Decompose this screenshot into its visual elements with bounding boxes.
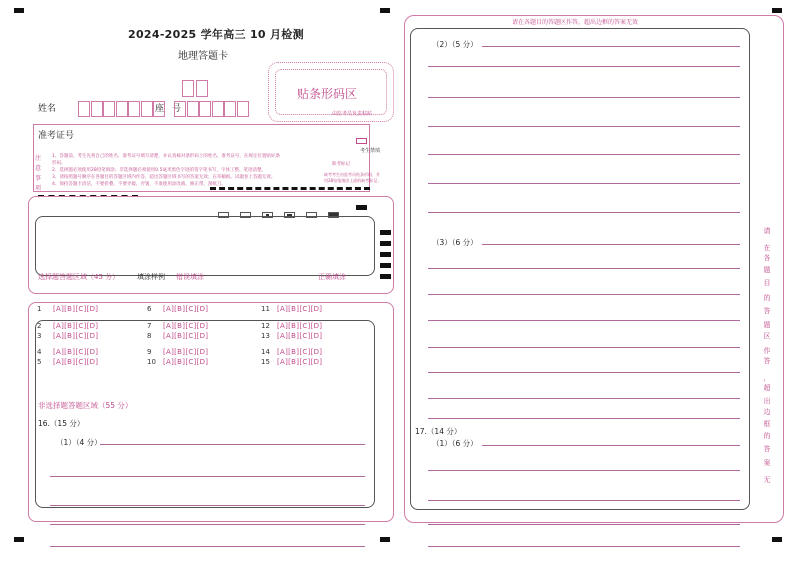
absent-label: 缺考标记 (332, 162, 350, 167)
attention-item: 2、选择题必须使用2B铅笔填涂；非选择题必须使用0.5毫米黑色字迹的签字笔书写，字体工整、笔迹清楚。 (52, 168, 266, 173)
attention-item: 1、答题前，考生先将自己的姓名、准考证号填写清楚，并认真核对条形码上的姓名、准考证号，在规定位置贴好条形码。 (52, 154, 280, 166)
answer-line[interactable] (50, 505, 365, 506)
exam-title: 2024-2025 学年高三 10 月检测 (128, 28, 304, 41)
answer-line[interactable] (428, 372, 740, 373)
side-note-char: 请 (763, 227, 771, 235)
mc-row[interactable]: 10 [A][B][C][D] (147, 358, 209, 366)
timing-mark (380, 274, 391, 279)
answer-line[interactable] (428, 320, 740, 321)
answer-line[interactable] (428, 183, 740, 184)
answer-line[interactable] (428, 126, 740, 127)
side-note-char: 边 (763, 408, 771, 416)
absent-title: 考生禁填 (360, 148, 381, 154)
side-note-char: 的 (763, 294, 771, 302)
side-note-char: 题 (763, 266, 771, 274)
mc-row[interactable]: 7 [A][B][C][D] (147, 322, 209, 330)
wrong-fill-label: 错误填涂 (176, 273, 204, 281)
answer-line[interactable] (482, 46, 740, 47)
small-box (182, 80, 194, 97)
small-box (196, 80, 208, 97)
barcode-area (268, 62, 394, 122)
name-cells[interactable] (78, 101, 166, 117)
side-note-char: 答 (763, 357, 771, 365)
q16-2-label: （2）（5 分） (432, 40, 478, 49)
answer-line[interactable] (482, 445, 740, 446)
registration-mark (772, 8, 782, 13)
q16-label: 16.（15 分） (38, 419, 85, 428)
answer-line[interactable] (428, 212, 740, 213)
absent-block (318, 134, 402, 192)
side-note-char: 答 (763, 445, 771, 453)
seat-label: 座号 (155, 104, 190, 114)
side-note-char: 作 (763, 347, 771, 355)
mc-row[interactable]: 13 [A][B][C][D] (261, 332, 323, 340)
answer-line[interactable] (428, 398, 740, 399)
answer-line[interactable] (50, 546, 365, 547)
barcode-label: 贴条形码区 (297, 87, 358, 101)
answer-line[interactable] (428, 97, 740, 98)
mc-row[interactable]: 3 [A][B][C][D] (37, 332, 99, 340)
answer-line[interactable] (482, 244, 740, 245)
name-label: 姓名 (38, 104, 57, 114)
answer-line[interactable] (428, 154, 740, 155)
exam-id-label: 准考证号 (38, 131, 75, 141)
right-header-note: 请在各题目的答题区作答，超出边框的答案无效 (512, 19, 639, 26)
mc-row[interactable]: 15 [A][B][C][D] (261, 358, 323, 366)
answer-line[interactable] (50, 524, 365, 525)
side-note-char: 的 (763, 432, 771, 440)
mc-row[interactable]: 8 [A][B][C][D] (147, 332, 209, 340)
mc-row[interactable]: 4 [A][B][C][D] (37, 348, 99, 356)
registration-mark (14, 8, 24, 13)
side-note-char: 答 (763, 307, 771, 315)
attention-side: 注 意 事 项 (35, 155, 42, 192)
choice-inner-box (35, 216, 375, 276)
choice-area-title: 选择题答题区域（45 分） (38, 273, 120, 281)
side-note-char: 案 (763, 459, 771, 467)
timing-mark (380, 230, 391, 235)
fill-example-label: 填涂样例 (137, 273, 165, 281)
attention-item: 4、保持答题卡清洁，不要折叠、不要弄破、弄皱，不准使用涂改液、修正带、刮纸刀。 (52, 182, 226, 187)
registration-mark (380, 8, 390, 13)
side-note-char: 在 (763, 244, 771, 252)
mc-row[interactable]: 9 [A][B][C][D] (147, 348, 209, 356)
answer-line[interactable] (428, 500, 740, 501)
barcode-note: 由监考员负责粘贴 (332, 111, 373, 117)
side-note-char: 各 (763, 254, 771, 262)
card-subtitle: 地理答题卡 (178, 51, 228, 62)
side-note-char: 题 (763, 321, 771, 329)
seat-cells[interactable] (174, 101, 249, 117)
absent-note: 缺考考生由监考员贴条形码，并用2B铅笔填涂上面的缺考标记。 (324, 172, 382, 183)
mc-row[interactable]: 6 [A][B][C][D] (147, 305, 209, 313)
side-note-char: 超 (763, 384, 771, 392)
attention-list (52, 153, 282, 188)
mc-row[interactable]: 5 [A][B][C][D] (37, 358, 99, 366)
mc-row[interactable]: 2 [A][B][C][D] (37, 322, 99, 330)
registration-mark (380, 537, 390, 542)
mc-row[interactable]: 12 [A][B][C][D] (261, 322, 323, 330)
answer-line[interactable] (428, 66, 740, 67)
side-note-char: 区 (763, 332, 771, 340)
answer-line[interactable] (428, 470, 740, 471)
mc-row[interactable]: 1 [A][B][C][D] (37, 305, 99, 313)
answer-line[interactable] (50, 476, 365, 477)
registration-mark (772, 537, 782, 542)
side-note-char: ， (763, 374, 771, 382)
side-note-char: 出 (763, 397, 771, 405)
absent-checkbox[interactable] (356, 138, 367, 144)
q16-3-label: （3）（6 分） (432, 238, 478, 247)
answer-line[interactable] (428, 294, 740, 295)
registration-mark (14, 537, 24, 542)
timing-mark (380, 241, 391, 246)
nonchoice-title: 非选择题答题区域（55 分） (38, 401, 133, 410)
answer-line[interactable] (428, 268, 740, 269)
side-note-char: 框 (763, 420, 771, 428)
answer-line[interactable] (428, 524, 740, 525)
answer-line[interactable] (428, 418, 740, 419)
mc-row[interactable]: 14 [A][B][C][D] (261, 348, 323, 356)
q17-1-label: （1）（6 分） (432, 439, 478, 448)
q16-1-label: （1）（4 分） (56, 438, 102, 447)
correct-fill-label: 正确填涂 (318, 273, 346, 281)
timing-mark (380, 263, 391, 268)
answer-line[interactable] (428, 546, 740, 547)
timing-mark (380, 252, 391, 257)
answer-line[interactable] (428, 347, 740, 348)
q17-label: 17.（14 分） (415, 427, 462, 436)
side-note-char: 无 (763, 476, 771, 484)
timing-dashes (210, 187, 370, 190)
answer-line[interactable] (100, 444, 365, 445)
mc-row[interactable]: 11 [A][B][C][D] (261, 305, 323, 313)
attention-item: 3、请按照题号顺序在各题目的答题区域内作答，超出答题区域书写的答案无效；在草稿纸、试题卷上答题无效。 (52, 175, 276, 180)
side-note-char: 目 (763, 279, 771, 287)
